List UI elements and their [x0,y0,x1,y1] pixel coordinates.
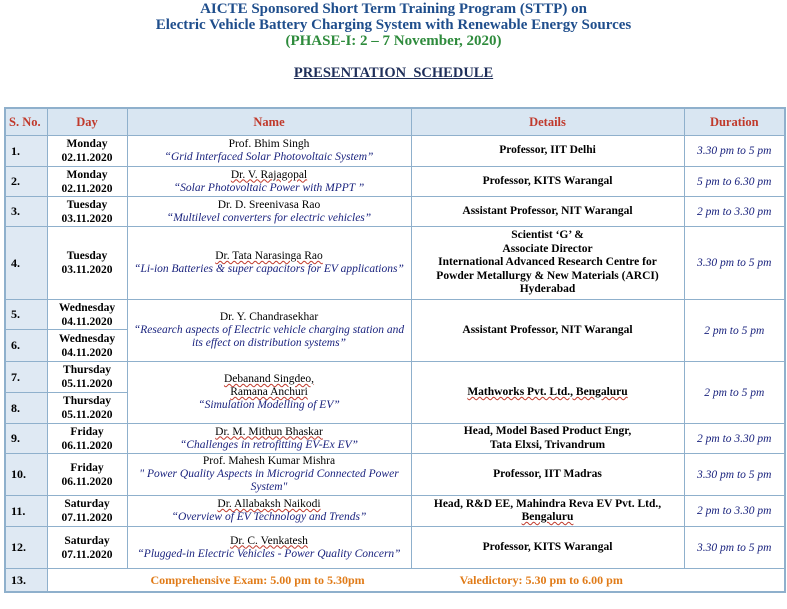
talk-topic: “Research aspects of Electric vehicle charging station and its effect on distribution systems” [133,324,405,349]
valedictory: Valedictory: 5.30 pm to 6.00 pm [459,572,623,587]
day-date: 02.11.2020 [61,152,113,164]
row-details [411,496,684,527]
day-date: 06.11.2020 [61,439,113,452]
day-date: 04.11.2020 [61,346,113,359]
speaker-name: Dr. C. Venkatesh [230,534,308,547]
day-name: Friday [70,461,104,474]
row-day [47,197,127,227]
row-name [127,496,411,527]
row-day [47,527,127,569]
table-row [5,424,785,454]
row-details [411,424,684,454]
day-name: Thursday [63,395,111,407]
row-day [47,362,127,393]
row-sno: 3. [5,197,47,227]
row-details [411,227,684,300]
day-name: Saturday [64,534,110,547]
details-line: Scientist ‘G’ & [511,229,584,242]
table-row-final [5,569,785,593]
row-duration: 3.30 pm to 5 pm [684,136,785,167]
comprehensive-exam: Comprehensive Exam: 5.00 pm to 5.30pm [150,572,365,587]
speaker-name-2: Ramana Anchuri [230,386,308,398]
col-header-duration: Duration [684,108,785,136]
row-duration: 2 pm to 5 pm [684,362,785,424]
details-line: Associate Director [502,242,593,255]
day-date: 03.11.2020 [61,264,113,276]
header-line-2: Electric Vehicle Battery Charging System with Renewable Energy Sources [155,17,632,33]
day-date: 04.11.2020 [61,315,113,328]
details-line: Tata Elxsi, Trivandrum [489,438,606,451]
row-day [47,300,127,330]
table-row [5,300,785,330]
row-details: Professor, IIT Delhi [411,136,684,167]
table-row [5,227,785,300]
table-row [5,496,785,527]
col-header-day: Day [47,108,127,136]
talk-topic: “Plugged-in Electric Vehicles - Power Quality Concern” [137,547,401,560]
speaker-name: Dr. V. Rajagopal [230,168,308,181]
speaker-name: Dr. Allabaksh Naikodi [217,498,321,510]
row-duration: 2 pm to 5 pm [684,300,785,362]
day-name: Tuesday [66,250,108,262]
schedule-table [4,107,786,593]
day-name: Monday [66,138,108,150]
col-header-name: Name [127,108,411,136]
row-name [127,227,411,300]
talk-topic: “Li-ion Batteries & super capacitors for EV applications” [134,263,404,275]
row-sno: 5. [5,300,47,330]
day-date: 02.11.2020 [61,182,113,195]
row-name [127,454,411,496]
day-name: Tuesday [66,198,108,211]
row-day [47,393,127,424]
day-name: Saturday [64,498,110,510]
row-details [411,362,684,424]
table-row [5,527,785,569]
row-duration: 5 pm to 6.30 pm [684,167,785,197]
row-duration: 2 pm to 3.30 pm [684,496,785,527]
speaker-name: Prof. Mahesh Kumar Mishra [202,455,336,467]
speaker-name: Debanand Singdeo, [223,373,315,385]
row-day [47,424,127,454]
row-sno: 6. [5,330,47,362]
day-name: Wednesday [58,301,116,314]
row-details: Professor, KITS Warangal [411,527,684,569]
day-date: 03.11.2020 [61,212,113,225]
table-row [5,454,785,496]
talk-topic: “Multilevel converters for electric vehicles” [166,211,372,224]
talk-topic: " Power Quality Aspects in Microgrid Connected Power System" [139,468,399,493]
row-sno: 4. [5,227,47,300]
details-line: International Advanced Research Centre for [438,256,657,269]
table-row [5,197,785,227]
row-name [127,167,411,197]
speaker-name: Dr. Tata Narasinga Rao [215,250,323,262]
row-sno: 9. [5,424,47,454]
row-duration: 3.30 pm to 5 pm [684,527,785,569]
details-line: Head, R&D EE, Mahindra Reva EV Pvt. Ltd., [433,497,662,510]
row-sno: 10. [5,454,47,496]
page-title-text: PRESENTATION SCHEDULE [293,65,494,81]
talk-topic: “Overview of EV Technology and Trends” [171,511,367,523]
row-details: Assistant Professor, NIT Warangal [411,300,684,362]
table-row [5,136,785,167]
details-line: Head, Model Based Product Engr, [463,425,632,437]
table-row [5,167,785,197]
table-row [5,362,785,393]
row-sno: 8. [5,393,47,424]
row-sno: 7. [5,362,47,393]
row-name [127,300,411,362]
row-day [47,330,127,362]
row-details: Professor, IIT Madras [411,454,684,496]
speaker-name: Prof. Bhim Singh [228,138,310,150]
row-details: Assistant Professor, NIT Warangal [411,197,684,227]
header-line-3: (PHASE-I: 2 – 7 November, 2020) [285,33,502,49]
day-name: Wednesday [58,332,116,345]
row-sno: 13. [5,569,47,593]
row-name [127,362,411,424]
row-day [47,454,127,496]
day-date: 06.11.2020 [61,475,113,488]
day-date: 05.11.2020 [61,409,113,421]
details-text: Mathworks Pvt. Ltd., Bengaluru [467,385,628,398]
row-day [47,227,127,300]
details-line: Hyderabad [519,283,576,296]
row-duration: 3.30 pm to 5 pm [684,454,785,496]
talk-topic: “Solar Photovoltaic Power with MPPT ” [173,181,365,194]
page-title [0,65,787,82]
row-day [47,136,127,167]
row-duration: 3.30 pm to 5 pm [684,227,785,300]
day-name: Friday [70,425,104,438]
details-line: Bengaluru [521,511,574,523]
speaker-name: Dr. D. Sreenivasa Rao [217,198,321,211]
table-header-row [5,108,785,136]
col-header-details: Details [411,108,684,136]
talk-topic: “Simulation Modelling of EV” [198,399,340,411]
day-date: 07.11.2020 [61,512,113,524]
row-sno: 11. [5,496,47,527]
row-name [127,527,411,569]
day-name: Monday [66,168,108,181]
talk-topic: “Challenges in retrofitting EV-Ex EV” [179,438,359,451]
header-line-1: AICTE Sponsored Short Term Training Program (STTP) on [200,1,587,17]
row-details: Professor, KITS Warangal [411,167,684,197]
talk-topic: “Grid Interfaced Solar Photovoltaic System” [164,151,374,163]
row-day [47,167,127,197]
details-line: Powder Metallurgy & New Materials (ARCI) [436,269,659,282]
row-sno: 2. [5,167,47,197]
day-name: Thursday [63,364,111,376]
day-date: 05.11.2020 [61,378,113,390]
row-name [127,136,411,167]
day-date: 07.11.2020 [61,548,113,561]
row-sno: 1. [5,136,47,167]
row-name [127,197,411,227]
final-events [47,569,785,593]
speaker-name: Dr. M. Mithun Bhaskar [215,425,323,438]
row-duration: 2 pm to 3.30 pm [684,424,785,454]
speaker-name: Dr. Y. Chandrasekhar [219,311,319,323]
row-duration: 2 pm to 3.30 pm [684,197,785,227]
row-sno: 12. [5,527,47,569]
col-header-sno: S. No. [5,108,47,136]
row-day [47,496,127,527]
row-name [127,424,411,454]
